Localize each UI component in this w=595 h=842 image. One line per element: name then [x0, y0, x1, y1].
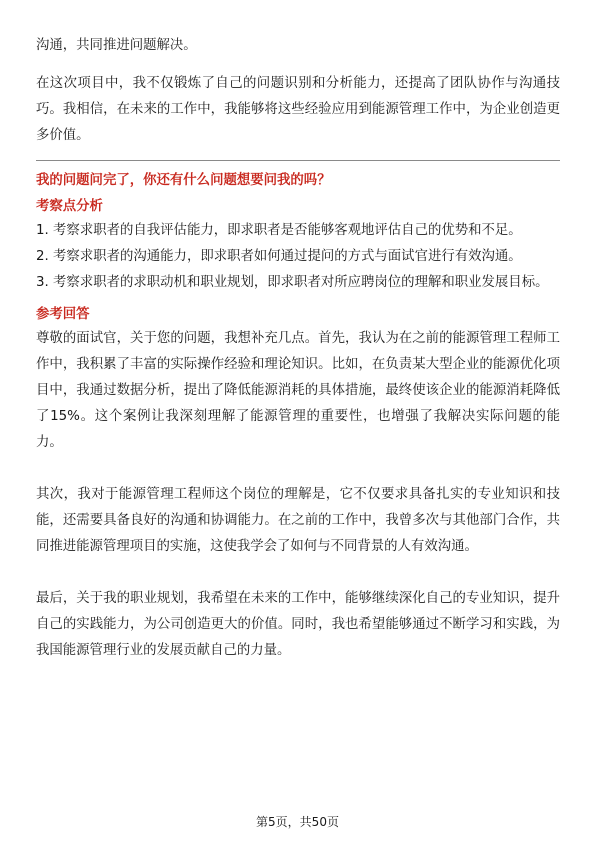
section-divider — [36, 160, 560, 161]
analysis-item: 3. 考察求职者的求职动机和职业规划，即求职者对所应聘岗位的理解和职业发展目标。 — [36, 275, 549, 290]
analysis-list — [36, 218, 560, 296]
analysis-heading: 考察点分析 — [36, 199, 103, 214]
intro-tail-paragraph: 沟通，共同推进问题解决。 — [36, 38, 197, 53]
answer-paragraph: 其次，我对于能源管理工程师这个岗位的理解是，它不仅要求具备扎实的专业知识和技能，还需要具备良好的沟通和协调能力。在之前的工作中，我曾多次与其他部门合作，共同推进能源管理项目的实施，这使我学会了如何与不同背景的人有效沟通。 — [36, 487, 560, 554]
page-number-footer: 第5页，共50页 — [256, 815, 339, 829]
interview-question: 我的问题问完了，你还有什么问题想要问我的吗？ — [36, 173, 331, 188]
answer-paragraph: 最后，关于我的职业规划，我希望在未来的工作中，能够继续深化自己的专业知识，提升自己的实践能力，为公司创造更大的价值。同时，我也希望能够通过不断学习和实践，为我国能源管理行业的发展贡献自己的力量。 — [36, 591, 560, 658]
answer-heading: 参考回答 — [36, 307, 90, 322]
project-summary-paragraph: 在这次项目中，我不仅锻炼了自己的问题识别和分析能力，还提高了团队协作与沟通技巧。我相信，在未来的工作中，我能够将这些经验应用到能源管理工作中，为企业创造更多价值。 — [36, 76, 560, 143]
page-content — [36, 33, 560, 664]
analysis-item: 2. 考察求职者的沟通能力，即求职者如何通过提问的方式与面试官进行有效沟通。 — [36, 249, 522, 264]
analysis-item: 1. 考察求职者的自我评估能力，即求职者是否能够客观地评估自己的优势和不足。 — [36, 223, 522, 238]
answer-paragraph: 尊敬的面试官，关于您的问题，我想补充几点。首先，我认为在之前的能源管理工程师工作中，我积累了丰富的实际操作经验和理论知识。比如，在负责某大型企业的能源优化项目中，我通过数据分析，提出了降低能源消耗的具体措施，最终使该企业的能源消耗降低了15%。这个案例让我深刻理解了能源管理的重要性，也增强了我解决实际问题的能力。 — [36, 331, 560, 450]
